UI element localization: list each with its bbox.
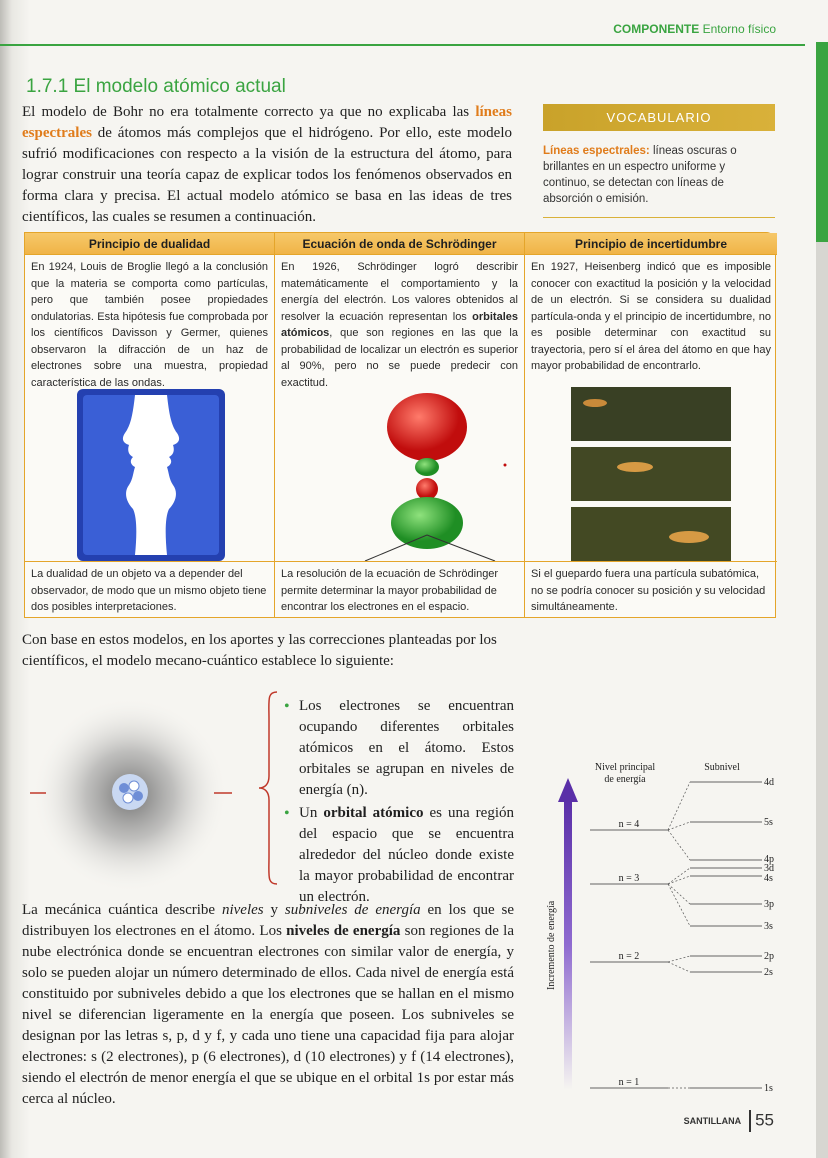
sublevel-1s: 1s bbox=[764, 1083, 773, 1094]
section-header-rest: Entorno físico bbox=[702, 22, 776, 36]
section-header bbox=[613, 22, 776, 36]
paragraph-quantum-mechanics bbox=[22, 900, 514, 1110]
bullet2-part-a: Un bbox=[299, 805, 324, 821]
page-footer bbox=[684, 1110, 774, 1132]
sublevel-4d: 4d bbox=[764, 777, 774, 788]
diagram-col2-label: Subnivel bbox=[704, 762, 740, 773]
p3-c: en los que se distribuyen los electrones en el átomo. Los bbox=[22, 902, 515, 939]
caption-uncertainty: Si el guepardo fuera una partícula subatómica, no se podría conocer su posición y su velocidad simultáneamente. bbox=[525, 561, 777, 617]
faces-vase-illustration bbox=[77, 389, 225, 561]
publisher-logo: SANTILLANA bbox=[683, 1116, 742, 1126]
sublevel-2p: 2p bbox=[764, 951, 774, 962]
column-text-schrodinger bbox=[275, 255, 524, 395]
sublevel-3s: 3s bbox=[764, 921, 773, 932]
caption-duality: La dualidad de un objeto va a depender del observador, de modo que un mismo objeto tiene dos posibles interpretaciones. bbox=[25, 561, 274, 617]
intro-highlight: líneas espectrales bbox=[22, 104, 512, 141]
column-header-schrodinger: Ecuación de onda de Schrödinger bbox=[275, 233, 524, 255]
p3-bold: niveles de energía bbox=[286, 923, 401, 939]
section-header-bold: COMPONENTE bbox=[613, 22, 700, 36]
diagram-col1b-label: de energía bbox=[604, 774, 646, 785]
column-text-duality: En 1924, Louis de Broglie llegó a la conclusión que la materia se comporta como partículas, pero que también posee propiedades ondulatorias. Esta hipótesis fue comprobada por los científicos Davisson y Germer, quienes observaron la difracción de un haz de electrones sobre una muestra, propiedad característica de las ondas. bbox=[31, 261, 268, 389]
caption-schrodinger: La resolución de la ecuación de Schrödinger permite determinar la mayor probabilidad de encontrar los electrones en el espacio. bbox=[275, 561, 524, 617]
cheetah-photos bbox=[571, 385, 733, 561]
p3-italic-2: subniveles de energía bbox=[284, 902, 421, 918]
bullet2-bold: orbital atómico bbox=[323, 805, 424, 821]
column-text-uncertainty: En 1927, Heisenberg indicó que es imposible conocer con exactitud la posición y la velocidad de un electrón. Si se considera su dualidad partícula-onda y el principio de incertidumbre, no es posible determinar con exactitud su trayectoria, pero sí el área del átomo en que hay mayor probabilidad de encontrarlo. bbox=[531, 261, 771, 372]
side-tab-gray bbox=[816, 242, 828, 1158]
sublevel-5s: 5s bbox=[764, 817, 773, 828]
model-bullets bbox=[282, 696, 514, 910]
section-title: 1.7.1 El modelo atómico actual bbox=[26, 76, 286, 97]
energy-arrow-head bbox=[558, 778, 578, 802]
vocabulary-term: Líneas espectrales: bbox=[543, 145, 650, 157]
column-duality bbox=[25, 233, 275, 617]
level-n4: n = 4 bbox=[618, 819, 640, 830]
sublevel-3d: 3d bbox=[764, 863, 774, 874]
column-header-uncertainty: Principio de incertidumbre bbox=[525, 233, 777, 255]
energy-levels-diagram bbox=[540, 760, 785, 1100]
bullet2-part-b: es una región del espacio que se encuentra alrededor del núcleo donde existe la mayor probabilidad de encontrar un electrón. bbox=[299, 805, 514, 905]
column-header-duality: Principio de dualidad bbox=[25, 233, 274, 255]
column-schrodinger bbox=[275, 233, 525, 617]
vocabulary-entry bbox=[543, 143, 775, 207]
page-number: 55 bbox=[755, 1110, 774, 1130]
paragraph-models: Con base en estos modelos, en los aportes y las correcciones planteadas por los científicos, el modelo mecano-cuántico establece lo siguiente: bbox=[22, 632, 497, 669]
p3-italic-1: niveles bbox=[221, 902, 264, 918]
intro-part2: de átomos más complejos que el hidrógeno. Por ello, este modelo sufrió modificaciones con respecto a la visión de la estructura del átomo, para lograr construir una teoría capaz de explicar todos los fenómenos observados en forma clara y precisa. El actual modelo atómico se basa en las ideas de tres científicos, las cuales se resumen a continuación. bbox=[22, 125, 512, 225]
energy-arrow-shaft bbox=[564, 800, 572, 1090]
schrodinger-text-a: En 1926, Schrödinger logró describir matemáticamente el comportamiento y la energía del electrón. Los valores obtenidos al resolver la ecuación representan los bbox=[281, 261, 518, 323]
sublevel-4p: 4p bbox=[764, 854, 774, 865]
diagram-axis-label: Incremento de energía bbox=[546, 900, 557, 990]
brace-icon bbox=[257, 690, 281, 886]
header-rule bbox=[0, 44, 805, 46]
column-uncertainty bbox=[525, 233, 777, 617]
bullet-atomic-orbital bbox=[282, 803, 514, 908]
schrodinger-text-bold: orbitales atómicos bbox=[281, 310, 518, 339]
sublevel-2s: 2s bbox=[764, 967, 773, 978]
p3-b: y bbox=[263, 902, 285, 918]
side-tab-green bbox=[816, 42, 828, 242]
atom-cloud-illustration bbox=[30, 690, 260, 900]
bullet-orbitals: • Los electrones se encuentran ocupando diferentes orbitales atómicos en el átomo. Estos orbitales se agrupan en niveles de energía (n). bbox=[282, 696, 514, 801]
models-table bbox=[24, 232, 776, 618]
footer-divider bbox=[749, 1110, 751, 1132]
sublevel-3p: 3p bbox=[764, 899, 774, 910]
level-n1: n = 1 bbox=[618, 1077, 640, 1088]
level-n2: n = 2 bbox=[618, 951, 640, 962]
sublevel-4s: 4s bbox=[764, 873, 773, 884]
p3-a: La mecánica cuántica describe bbox=[22, 902, 222, 918]
vocabulary-rule bbox=[543, 217, 775, 218]
level-n3: n = 3 bbox=[618, 873, 640, 884]
schrodinger-text-b: , que son regiones en las que la probabilidad de localizar un electrón es superior al 90%, pero no se puede predecir con exactitud. bbox=[281, 327, 518, 389]
p3-d: son regiones de la nube electrónica donde se encuentran electrones con similar valor de energía, y solo se pueden alojar un número determinado de ellos. Cada nivel de energía está constituido por subniveles debido a que los electrones que se hallan en el mismo nivel se diferencian ligeramente en la energía que poseen. Los subniveles se designan por las letras s, p, d y f, y cada uno tiene una capacidad fija para alojar electrones: s (2 electrones), p (6 electrones), d (10 electrones) y f (14 electrones), siendo el electrón de menor energía el que se ubique en el orbital 1s por estar más cerca al núcleo. bbox=[22, 923, 514, 1107]
orbital-illustration bbox=[335, 385, 525, 563]
vocabulary-definition: líneas oscuras o brillantes en un espectro uniforme y continuo, se detectan con líneas de absorción o emisión. bbox=[543, 145, 737, 205]
intro-paragraph bbox=[22, 102, 512, 228]
vocabulary-box bbox=[543, 104, 775, 218]
intro-part1: El modelo de Bohr no era totalmente correcto ya que no explicaba las bbox=[22, 104, 476, 120]
diagram-col1-label: Nivel principal bbox=[594, 762, 656, 773]
vocabulary-heading: VOCABULARIO bbox=[543, 104, 775, 131]
